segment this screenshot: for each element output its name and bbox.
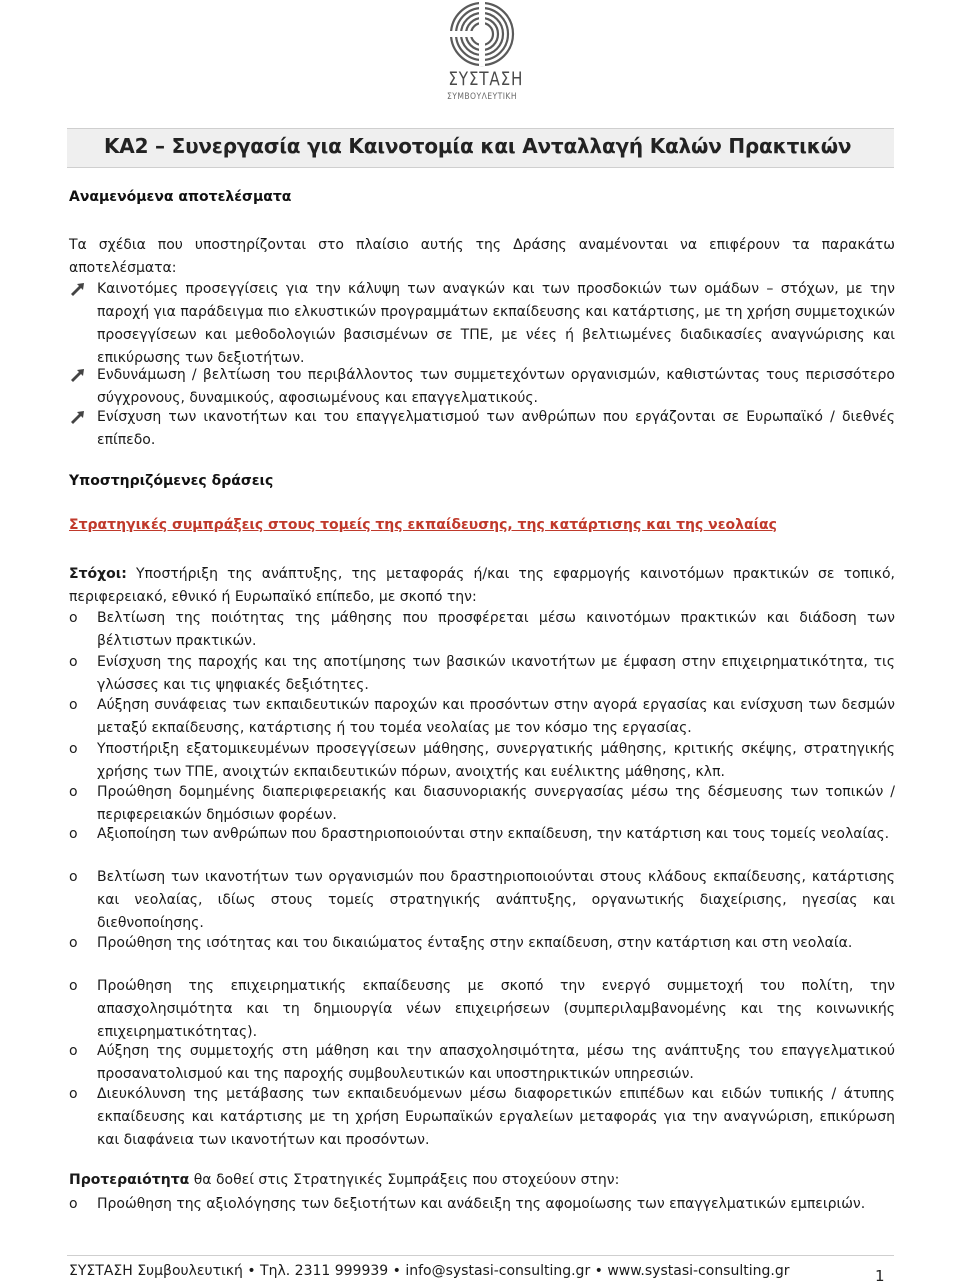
list-item — [69, 406, 895, 452]
arrow-bullet-icon — [69, 368, 85, 382]
list-marker: o — [69, 935, 78, 951]
list-marker: o — [69, 1043, 78, 1059]
arrow-bullet-icon — [69, 410, 85, 424]
title-banner — [67, 128, 894, 168]
goal-item-text: Προώθηση της ισότητας και του δικαιώματος ένταξης στην εκπαίδευση, στην κατάρτιση και στη νεολαία. — [97, 935, 853, 951]
goal-item-text: Διευκόλυνση της μετάβασης των εκπαιδευόμενων μέσω διαφορετικών επιπέδων και ειδών τυπικής / άτυπης εκπαίδευσης και κατάρτισης με τη χρήση Ευρωπαϊκών εργαλείων μεταφοράς για την αναγνώριση, επικύρωση και διαφάνεια των ικανοτήτων και προσόντων. — [97, 1086, 895, 1148]
list-marker: o — [69, 784, 78, 800]
bullet-text: Καινοτόμες προσεγγίσεις για την κάλυψη των αναγκών και των προσδοκιών των ομάδων – στόχων, με την παροχή για παράδειγμα πιο ελκυστικών προγραμμάτων εκπαίδευσης και κατάρτισης, με τη χρήση συμμετοχικών προσεγγίσεων και μεθοδολογιών βασισμένων σε ΤΠΕ, με νέες ή βελτιωμένες διαδικασίες αναγνώρισης και επικύρωσης των δεξιοτήτων. — [97, 281, 895, 366]
logo-wordmark: ΣΥΣΤΑΣΗ — [448, 68, 524, 90]
list-marker: o — [69, 1196, 78, 1212]
priority-text: θα δοθεί στις Στρατηγικές Συμπράξεις που στοχεύουν στην: — [189, 1172, 620, 1188]
company-logo — [440, 0, 524, 108]
priority-paragraph — [69, 1169, 619, 1192]
bullet-text: Ενίσχυση των ικανοτήτων και του επαγγελματισμού των ανθρώπων που εργάζονται σε Ευρωπαϊκό / διεθνές επίπεδο. — [97, 409, 895, 448]
page-number: 1 — [875, 1267, 885, 1285]
priority-label: Προτεραιότητα — [69, 1172, 190, 1188]
page-footer: ΣΥΣΤΑΣΗ Συμβουλευτική • Τηλ. 2311 999939 • info@systasi-consulting.gr • www.systasi-consulting.gr — [69, 1263, 790, 1279]
list-marker: o — [69, 697, 78, 713]
goal-item-text: Αύξηση της συμμετοχής στη μάθηση και την απασχολησιμότητα, μέσω της ανάπτυξης του επαγγελματικού προσανατολισμού και της παροχής συμβουλευτικών και υποστηρικτικών υπηρεσιών. — [97, 1043, 895, 1082]
bullet-text: Ενδυνάμωση / βελτίωση του περιβάλλοντος των συμμετεχόντων οργανισμών, καθιστώντας τους περισσότερο σύγχρονους, δυναμικούς, αφοσιωμένους και επαγγελματικούς. — [97, 367, 895, 406]
expected-results-heading: Αναμενόμενα αποτελέσματα — [69, 189, 292, 205]
list-marker: o — [69, 869, 78, 885]
list-marker: o — [69, 741, 78, 757]
logo-mark-icon — [448, 0, 516, 70]
page-title: ΚΑ2 – Συνεργασία για Καινοτομία και Ανταλλαγή Καλών Πρακτικών — [104, 134, 852, 158]
list-marker: o — [69, 978, 78, 994]
goal-item-text: Ενίσχυση της παροχής και της αποτίμησης των βασικών ικανοτήτων με έμφαση στην επιχειρηματικότητα, τις γλώσσες και τις ψηφιακές δεξιότητες. — [97, 654, 895, 693]
strategic-partnerships-subheading: Στρατηγικές συμπράξεις στους τομείς της εκπαίδευσης, της κατάρτισης και της νεολαίας — [69, 517, 777, 533]
goal-item-text: Υποστήριξη εξατομικευμένων προσεγγίσεων μάθησης, συνεργατικής μάθησης, κριτικής σκέψης, στρατηγικής χρήσης των ΤΠΕ, ανοιχτών εκπαιδευτικών πόρων, ανοιχτής και ευέλικτης μάθησης, κλπ. — [97, 741, 895, 780]
list-item — [69, 278, 895, 370]
goals-label: Στόχοι: — [69, 566, 127, 582]
priority-item-text: Προώθηση της αξιολόγησης των δεξιοτήτων και ανάδειξη της αφομοίωσης των επαγγελματικών εμπειριών. — [97, 1196, 866, 1212]
goals-intro: Υποστήριξη της ανάπτυξης, της μεταφοράς ή/και της εφαρμογής καινοτόμων πρακτικών σε τοπικό, περιφερειακό, εθνικό ή Ευρωπαϊκό επίπεδο, με σκοπό την: — [69, 566, 895, 605]
list-item — [69, 364, 895, 410]
arrow-bullet-icon — [69, 282, 85, 296]
goal-item-text: Βελτίωση της ποιότητας της μάθησης που προσφέρεται μέσω καινοτόμων πρακτικών και διάδοση των βέλτιστων πρακτικών. — [97, 610, 895, 649]
goal-item-text: Προώθηση δομημένης διαπεριφερειακής και διασυνοριακής συνεργασίας μέσω της δέσμευσης των τοπικών / περιφερειακών δημόσιων φορέων. — [97, 784, 895, 823]
goal-item-text: Αύξηση συνάφειας των εκπαιδευτικών παροχών και προσόντων στην αγορά εργασίας και ενίσχυση των δεσμών μεταξύ εκπαίδευσης, κατάρτισης ή του τομέα νεολαίας με τον κόσμο της εργασίας. — [97, 697, 895, 736]
goals-paragraph — [69, 563, 895, 609]
expected-results-intro: Τα σχέδια που υποστηρίζονται στο πλαίσιο αυτής της Δράσης αναμένονται να επιφέρουν τα παρακάτω αποτελέσματα: — [69, 237, 895, 276]
footer-divider — [67, 1255, 894, 1256]
list-marker: o — [69, 610, 78, 626]
list-marker: o — [69, 654, 78, 670]
supported-actions-heading: Υποστηριζόμενες δράσεις — [69, 473, 274, 489]
goal-item-text: Προώθηση της επιχειρηματικής εκπαίδευσης με σκοπό την ενεργό συμμετοχή του πολίτη, την απασχολησιμότητα και τη δημιουργία νέων επιχειρήσεων (συμπεριλαμβανομένης και της κοινωνικής επιχειρηματικότητας). — [97, 978, 895, 1040]
list-marker: o — [69, 826, 78, 842]
goal-item-text: Βελτίωση των ικανοτήτων των οργανισμών που δραστηριοποιούνται στους κλάδους εκπαίδευσης, κατάρτισης και νεολαίας, ιδίως στους τομείς στρατηγικής ανάπτυξης, οργανωτικής διαχείρισης, ηγεσίας και διεθνοποίησης. — [97, 869, 895, 931]
goal-item-text: Αξιοποίηση των ανθρώπων που δραστηριοποιούνται στην εκπαίδευση, την κατάρτιση και τους τομείς νεολαίας. — [97, 826, 890, 842]
logo-subtitle: ΣΥΜΒΟΥΛΕΥΤΙΚΗ — [446, 92, 518, 102]
list-marker: o — [69, 1086, 78, 1102]
